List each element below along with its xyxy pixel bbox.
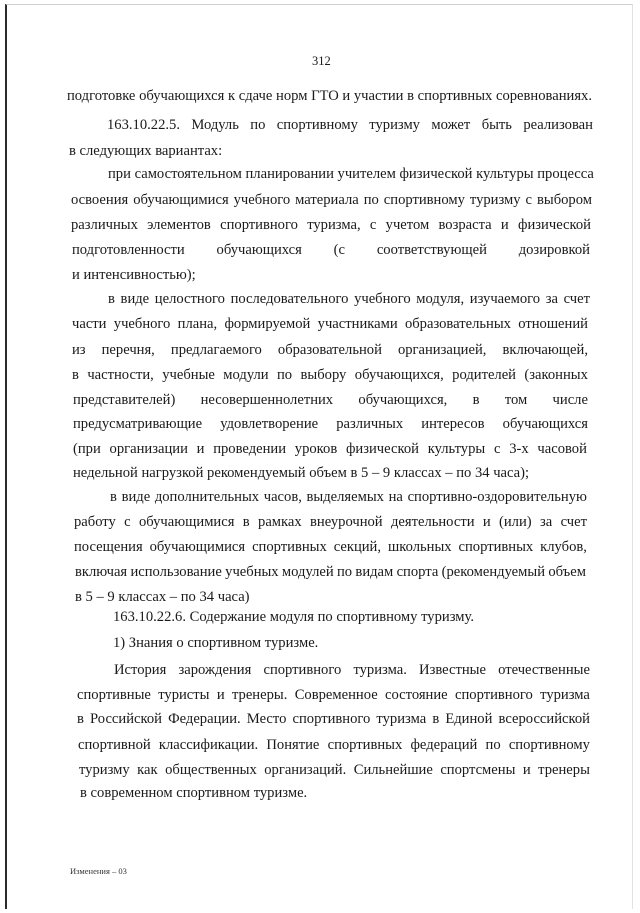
text-line: части учебного плана, формируемой участниками образовательных отношений	[72, 316, 588, 332]
text-line: спортивной классификации. Понятие спортивных федераций по спортивному	[78, 737, 590, 753]
text-line: различных элементов спортивного туризма, с учетом возраста и физической	[71, 217, 591, 233]
footer-note: Изменения – 03	[70, 866, 127, 876]
text-line: освоения обучающимися учебного материала по спортивному туризму с выбором	[71, 192, 592, 208]
text-line: в частности, учебные модули по выбору обучающихся, родителей (законных	[72, 367, 588, 383]
text-line: в 5 – 9 классах – по 34 часа)	[75, 589, 250, 605]
text-line: при самостоятельном планировании учителем физической культуры процесса	[108, 166, 594, 182]
text-line: в следующих вариантах:	[69, 143, 223, 159]
text-line: и интенсивностью);	[72, 267, 196, 283]
text-line: в Российской Федерации. Место спортивного туризма в Единой всероссийской	[77, 711, 590, 727]
text-line: в современном спортивном туризме.	[80, 785, 308, 801]
text-line: 163.10.22.5. Модуль по спортивному туризму может быть реализован	[107, 117, 593, 133]
text-line: (при организации и проведении уроков физической культуры с 3-х часовой	[73, 441, 587, 457]
page-number: 312	[312, 54, 331, 68]
text-line: спортивные туристы и тренеры. Современное состояние спортивного туризма	[77, 687, 590, 703]
text-line: предусматривающие удовлетворение различных интересов обучающихся	[73, 416, 588, 432]
text-line: в виде целостного последовательного учебного модуля, изучаемого за счет	[108, 291, 590, 307]
text-line: работу с обучающимися в рамках внеурочной деятельности и (или) за счет	[74, 514, 587, 530]
text-line: посещения обучающимися спортивных секций, школьных спортивных клубов,	[74, 539, 587, 555]
text-line: в виде дополнительных часов, выделяемых на спортивно-оздоровительную	[110, 489, 587, 505]
text-line: из перечня, предлагаемого образовательной организацией, включающей,	[72, 342, 588, 358]
text-line: подготовке обучающихся к сдаче норм ГТО и участии в спортивных соревнованиях.	[67, 88, 592, 104]
text-line: 1) Знания о спортивном туризме.	[113, 635, 319, 651]
text-line: подготовленности обучающихся (с соответствующей дозировкой	[72, 242, 590, 258]
text-line: недельной нагрузкой рекомендуемый объем в 5 – 9 классах – по 34 часа);	[73, 465, 530, 481]
text-line: туризму как общественных организаций. Сильнейшие спортсмены и тренеры	[79, 762, 590, 778]
text-line: 163.10.22.6. Содержание модуля по спортивному туризму.	[113, 609, 474, 625]
text-line: представителей) несовершеннолетних обучающихся, в том числе	[73, 392, 588, 408]
text-line: включая использование учебных модулей по видам спорта (рекомендуемый объем	[75, 564, 586, 580]
text-line: История зарождения спортивного туризма. Известные отечественные	[114, 662, 590, 678]
